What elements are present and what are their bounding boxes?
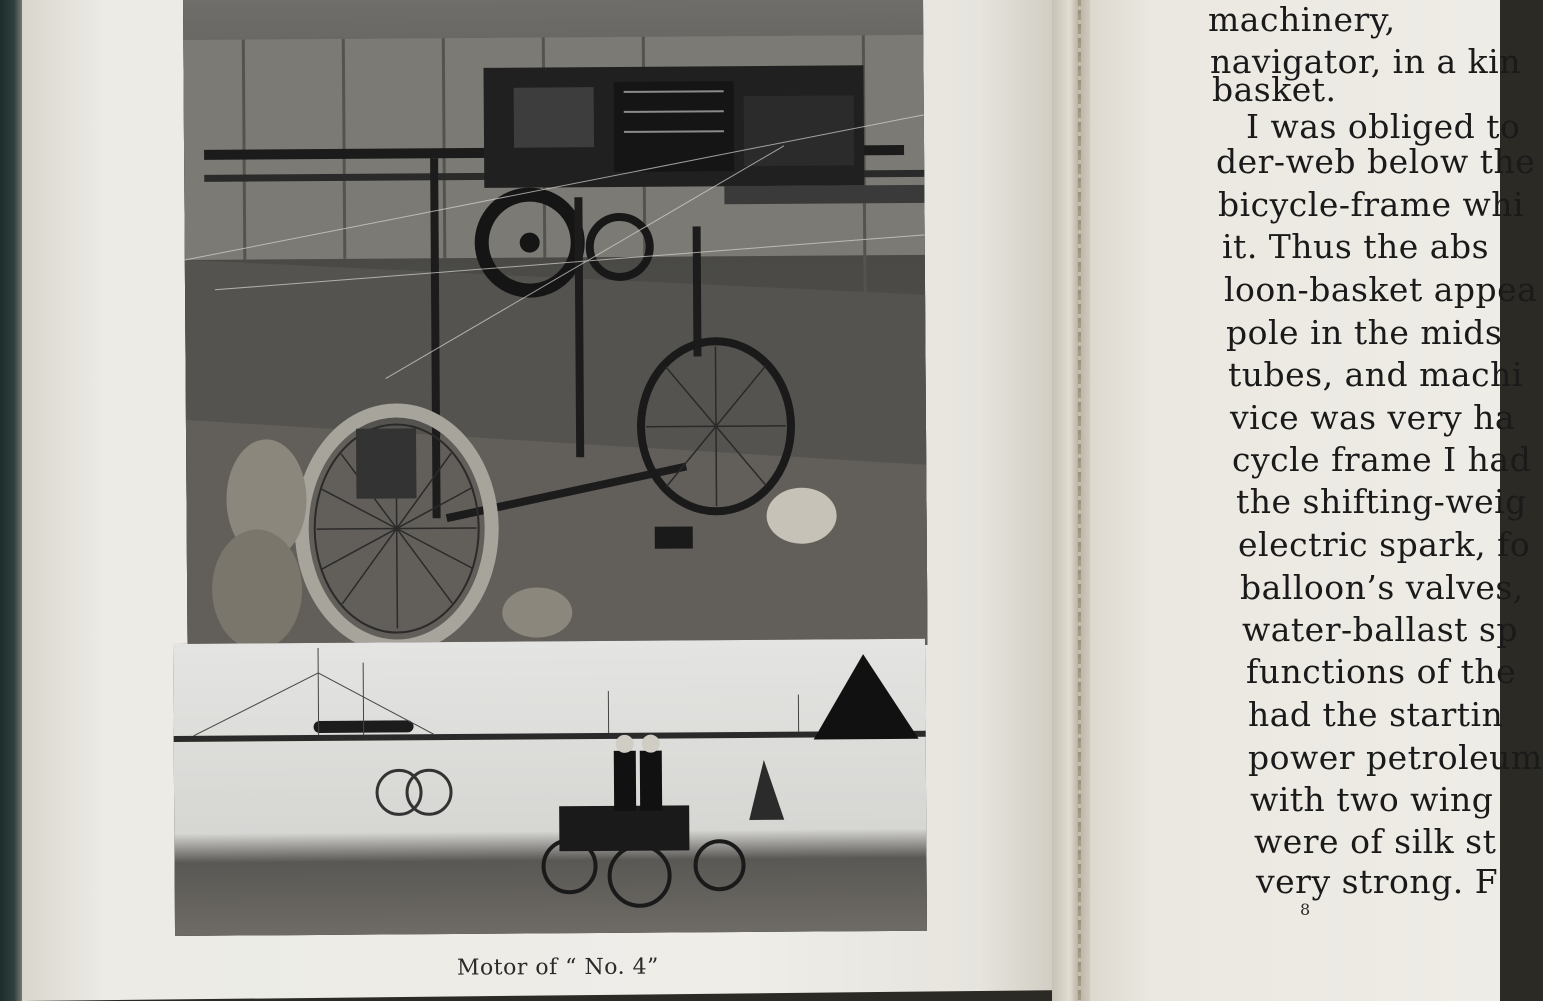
text-line: had the startin: [1248, 695, 1504, 734]
text-line: the shifting-weig: [1236, 482, 1527, 521]
text-line: were of silk st: [1254, 822, 1497, 861]
text-line: bicycle-frame whi: [1218, 185, 1525, 224]
page-edge-stain: [1078, 0, 1081, 1001]
text-line: tubes, and machi: [1228, 355, 1523, 394]
text-line: balloon’s valves,: [1240, 568, 1524, 607]
text-line: basket.: [1212, 70, 1337, 109]
text-line: pole in the mids: [1226, 313, 1503, 352]
text-line: it. Thus the abs: [1222, 227, 1490, 266]
text-line: der-web below the: [1216, 142, 1536, 181]
airship-photo-bottom: [173, 639, 927, 936]
photo-caption: Motor of “ No. 4”: [456, 954, 659, 981]
text-line: water-ballast sp: [1242, 610, 1518, 649]
text-line: I was obliged to: [1246, 107, 1521, 146]
text-line: with two wing: [1250, 780, 1494, 819]
text-line: cycle frame I had: [1232, 440, 1532, 479]
text-line: power petroleum: [1248, 738, 1543, 777]
text-line: functions of the: [1246, 652, 1517, 691]
text-line: navigator, in a kin: [1210, 42, 1521, 81]
text-line: very strong. F: [1256, 862, 1499, 901]
page-number: 8: [1300, 900, 1311, 919]
motor-photo-top: [183, 0, 928, 650]
text-line: machinery,: [1208, 0, 1396, 39]
text-line: electric spark, fo: [1238, 525, 1531, 564]
text-line: vice was very ha: [1230, 398, 1516, 437]
text-line: loon-basket appea: [1224, 270, 1538, 309]
